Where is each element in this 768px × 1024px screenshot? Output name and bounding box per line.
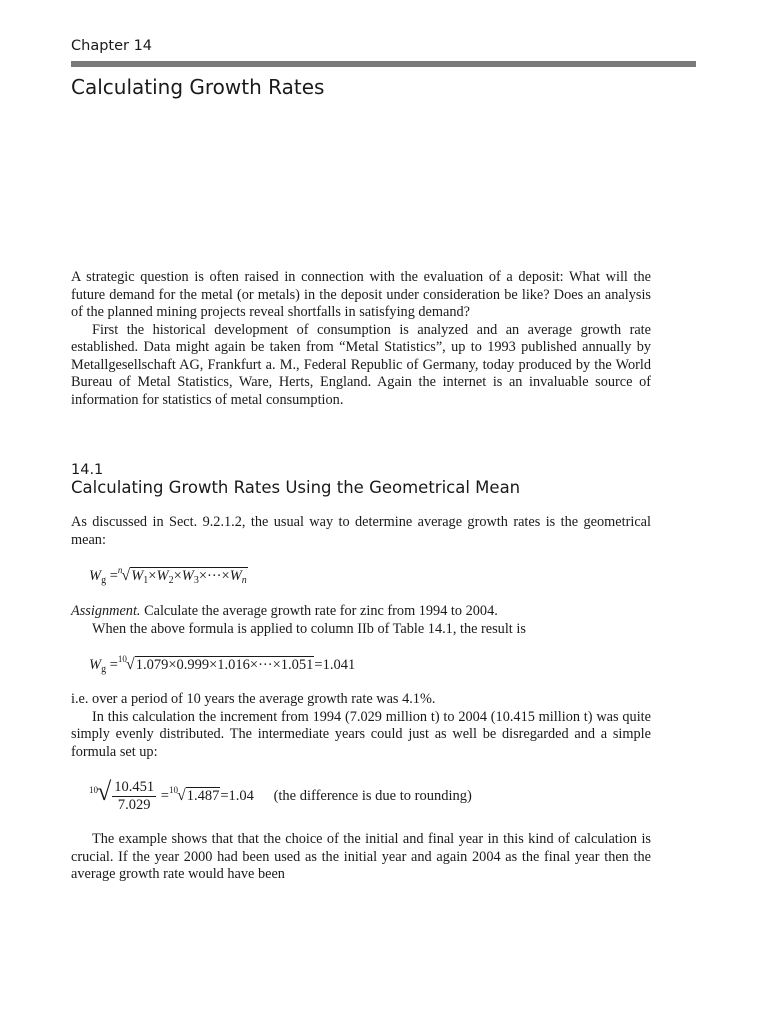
formula2-result: =1.041 (314, 657, 356, 673)
formula3-equals: = (160, 788, 169, 804)
formula3-root-index: 10 (89, 785, 98, 795)
section-paragraph-1-text: As discussed in Sect. 9.2.1.2, the usual way to determine average growth rates is the geometrical mean: (71, 514, 651, 548)
formula1-radical (118, 565, 248, 586)
formula3-result: =1.04 (220, 788, 254, 804)
formula3-radical (89, 777, 157, 814)
chapter-rule (71, 61, 696, 67)
radical-sign-icon: √ (176, 787, 186, 804)
section-paragraph-3: i.e. over a period of 10 years the average growth rate was 4.1%. (71, 691, 436, 707)
intro-text (71, 269, 651, 409)
section-paragraph-2: When the above formula is applied to column IIb of Table 14.1, the result is (92, 620, 526, 637)
assignment-block (71, 603, 651, 638)
section-title: Calculating Growth Rates Using the Geometrical Mean (71, 478, 521, 497)
formula2-lhs: W (89, 657, 102, 673)
intro-paragraph-1: A strategic question is often raised in connection with the evaluation of a deposit: What will the future demand for the metal (or metals) in the deposit under consideration be like? Does an analysis of the planned mining projects reveal shortfalls in satisfying demand? (71, 269, 651, 320)
formula2-radical (118, 654, 314, 674)
formula3-radical-2 (169, 785, 220, 805)
formula2-lhs-sub: g (101, 664, 107, 675)
radical-sign-icon: √ (97, 777, 112, 806)
formula1-lhs-sub: g (101, 575, 107, 586)
formula2-root-index: 10 (117, 654, 127, 664)
formula3-radicand-2: 1.487 (186, 788, 220, 804)
formula1-radicand: $W_1\times W_2\times W_3\times\cdot\cdot\cdot\times W_n$ (131, 568, 247, 586)
assignment-label: Assignment. (71, 603, 141, 619)
formula1-equals: = (109, 568, 118, 584)
section-paragraph-5-text: The example shows that that the choice of the initial and final year in this kind of calculation is crucial. If the year 2000 had been used as the initial year and again 2004 as the final year then the average growth rate would have been (71, 831, 651, 882)
formula3-numerator: 10.451 (114, 779, 155, 796)
formula3-note: (the difference is due to rounding) (273, 788, 472, 804)
formula3-root-index-2: 10 (168, 785, 178, 795)
assignment-text: Calculate the average growth rate for zinc from 1994 to 2004. (140, 603, 498, 619)
formula2-radicand: 1.079×0.999×1.016×···×1.051 (135, 657, 314, 673)
section-paragraph-5 (71, 831, 651, 884)
section-paragraph-1 (71, 514, 651, 549)
radical-sign-icon: √ (121, 567, 131, 584)
section-number: 14.1 (71, 462, 104, 478)
section-paragraphs-3-4 (71, 691, 651, 761)
formula-geometric-mean (89, 565, 248, 586)
radical-sign-icon: √ (125, 656, 135, 673)
formula1-root-index: n (117, 565, 123, 575)
formula-simplified (89, 777, 472, 814)
formula3-fraction (111, 779, 157, 814)
formula-zinc-growth (89, 654, 355, 675)
chapter-label: Chapter 14 (71, 38, 153, 54)
formula2-equals: = (109, 657, 118, 673)
formula1-lhs: W (89, 568, 102, 584)
formula3-denominator: 7.029 (117, 797, 151, 814)
intro-paragraph-2: First the historical development of consumption is analyzed and an average growth rate established. Data might again be taken from “Metal Statistics”, up to 1993 published annually by Metallgesellschaft AG, Frankfurt a. M., Federal Republic of Germany, today produced by the World Bureau of Metal Statistics, Ware, Herts, England. Again the internet is an invaluable source of information for statistics of metal consumption. (71, 321, 651, 408)
chapter-title: Calculating Growth Rates (71, 75, 325, 99)
section-paragraph-4: In this calculation the increment from 1994 (7.029 million t) to 2004 (10.415 million t) was quite simply evenly distributed. The intermediate years could just as well be disregarded and a simple formula set up: (71, 708, 651, 760)
